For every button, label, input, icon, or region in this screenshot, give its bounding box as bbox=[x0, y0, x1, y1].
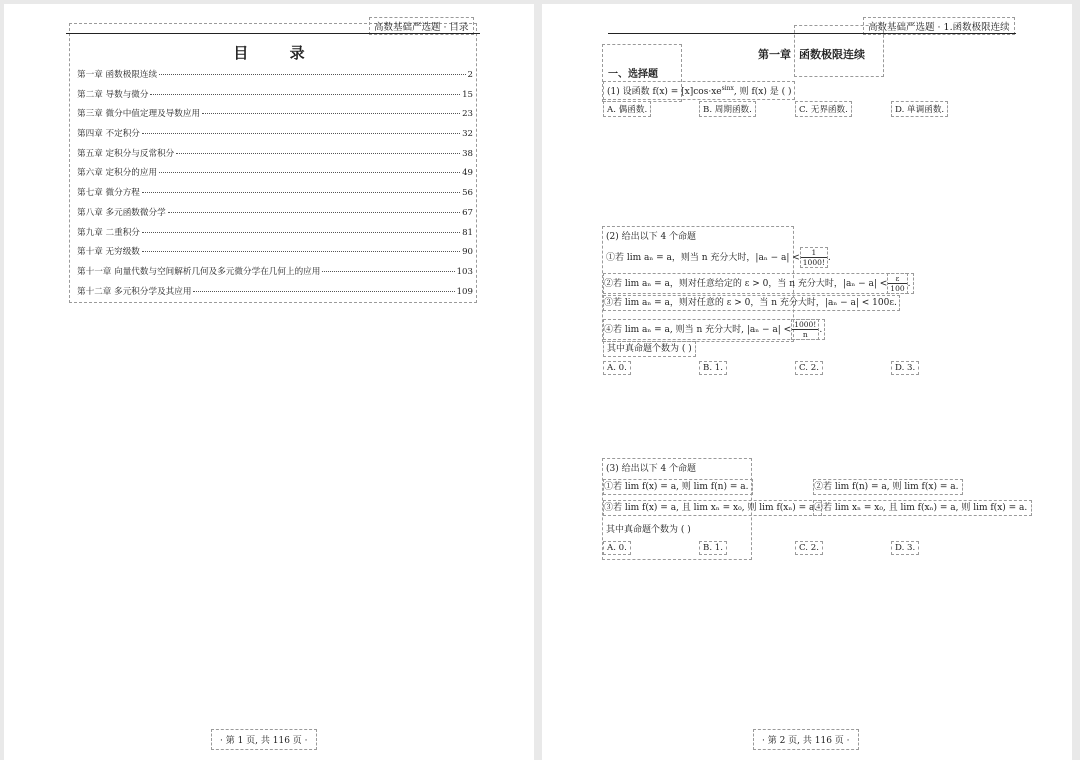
toc-entry-title: 第五章 定积分与反常积分 bbox=[77, 148, 175, 159]
toc-entry[interactable] bbox=[77, 186, 473, 206]
toc-entry-page: 23 bbox=[462, 109, 473, 120]
fraction: $\frac{1}{1000!}$ bbox=[802, 248, 825, 267]
q2-option-d: D. 3. bbox=[892, 362, 918, 374]
q2-proposition-2: ②若 lim aₙ = a，则对任意给定的 ε > 0，当 n 充分大时，|aₙ − a| < $\frac{\varepsilon}{100}$ . bbox=[604, 274, 911, 293]
toc-entry-page: 2 bbox=[467, 70, 473, 80]
toc-entry[interactable] bbox=[77, 107, 473, 127]
toc-entry-page: 109 bbox=[456, 286, 473, 297]
q3-option-b: B. 1. bbox=[700, 542, 726, 554]
q1-option-b: B. 周期函数. bbox=[700, 102, 755, 116]
toc-entry-page: 67 bbox=[462, 207, 473, 218]
toc-entry-title: 第十一章 向量代数与空间解析几何及多元微分学在几何上的应用 bbox=[77, 266, 321, 277]
toc-leader-dots bbox=[322, 271, 454, 272]
toc-entry[interactable] bbox=[77, 147, 473, 167]
toc-leader-dots bbox=[142, 192, 460, 193]
toc-leader-dots bbox=[168, 212, 460, 213]
toc-title: 目 录 bbox=[233, 44, 323, 62]
q3-stem: (3) 给出以下 4 个命题 bbox=[606, 464, 697, 474]
toc-entry-title: 第二章 导数与微分 bbox=[77, 89, 149, 100]
q2-option-a: A. 0. bbox=[604, 362, 630, 374]
q1-stem: (1) 设函数 $f(x) = [x]\cos\cdot xe^{sinx}$, 则 f(x) 是 ( ) bbox=[604, 82, 794, 99]
q3-question: 其中真命题个数为 ( ) bbox=[606, 525, 691, 535]
toc-leader-dots bbox=[142, 232, 460, 233]
page-footer: · 第 2 页, 共 116 页 · bbox=[754, 730, 858, 749]
toc-entry[interactable] bbox=[77, 127, 473, 147]
section-title: 一、选择题 bbox=[608, 69, 658, 80]
toc-leader-dots bbox=[142, 251, 460, 252]
toc-entry-title: 第一章 函数极限连续 bbox=[77, 70, 158, 80]
toc-entry[interactable] bbox=[77, 166, 473, 186]
chapter-title-frame bbox=[795, 26, 883, 76]
q3-option-d: D. 3. bbox=[892, 542, 918, 554]
toc-entry[interactable] bbox=[77, 68, 473, 88]
toc-entry-page: 15 bbox=[462, 89, 473, 100]
toc-leader-dots bbox=[150, 94, 460, 95]
q2-option-c: C. 2. bbox=[796, 362, 822, 374]
toc-entry-title: 第十章 无穷级数 bbox=[77, 247, 140, 258]
page-1 bbox=[4, 4, 534, 760]
toc-list bbox=[77, 68, 473, 304]
header-rule bbox=[66, 33, 480, 34]
chapter-name: 函数极限连续 bbox=[799, 48, 865, 61]
q3-proposition-1: ①若 lim f(x) = a, 则 lim f(n) = a. bbox=[604, 480, 752, 494]
toc-entry-page: 49 bbox=[462, 168, 473, 179]
page-header: 高数基础严选题 · 1.函数极限连续 bbox=[864, 18, 1014, 34]
toc-entry[interactable] bbox=[77, 226, 473, 246]
toc-entry[interactable] bbox=[77, 206, 473, 226]
q2-question: 其中真命题个数为 ( ) bbox=[604, 342, 695, 356]
toc-entry-page: 38 bbox=[462, 148, 473, 159]
toc-entry-page: 103 bbox=[456, 266, 473, 277]
q3-option-a: A. 0. bbox=[604, 542, 630, 554]
toc-entry-page: 32 bbox=[462, 129, 473, 140]
q3-option-c: C. 2. bbox=[796, 542, 822, 554]
toc-entry[interactable] bbox=[77, 88, 473, 108]
toc-leader-dots bbox=[193, 291, 454, 292]
toc-entry-page: 56 bbox=[462, 188, 473, 199]
chapter-number: 第一章 bbox=[758, 48, 791, 61]
toc-leader-dots bbox=[159, 172, 460, 173]
q2-option-b: B. 1. bbox=[700, 362, 726, 374]
q1-option-a: A. 偶函数. bbox=[604, 102, 650, 116]
q1-option-c: C. 无界函数. bbox=[796, 102, 851, 116]
toc-entry-page: 90 bbox=[462, 247, 473, 258]
toc-entry-title: 第四章 不定积分 bbox=[77, 129, 140, 140]
q2-proposition-4: ④若 lim aₙ = a, 则当 n 充分大时, |aₙ − a| < $\frac{1000!}{n}$ . bbox=[604, 320, 823, 339]
toc-leader-dots bbox=[142, 133, 460, 134]
toc-entry-title: 第七章 微分方程 bbox=[77, 188, 140, 199]
page-header: 高数基础严选题 · 目录 bbox=[370, 18, 473, 34]
toc-entry-title: 第六章 定积分的应用 bbox=[77, 168, 158, 179]
q3-proposition-4: ④若 lim xₙ = x₀, 且 lim f(xₙ) = a, 则 lim f(x) = a. bbox=[814, 501, 1031, 515]
q2-stem: (2) 给出以下 4 个命题 bbox=[606, 232, 697, 242]
toc-leader-dots bbox=[176, 153, 460, 154]
fraction: $\frac{\varepsilon}{100}$ bbox=[890, 274, 905, 293]
toc-leader-dots bbox=[202, 113, 460, 114]
toc-entry-title: 第九章 二重积分 bbox=[77, 227, 140, 238]
page-2 bbox=[542, 4, 1072, 760]
q3-proposition-2: ②若 lim f(n) = a, 则 lim f(x) = a. bbox=[814, 480, 962, 494]
toc-entry[interactable] bbox=[77, 245, 473, 265]
q2-proposition-3: ③若 lim aₙ = a，则对任意的 ε > 0，当 n 充分大时，|aₙ − a| < 100ε. bbox=[604, 298, 897, 308]
toc-leader-dots bbox=[159, 74, 465, 75]
toc-entry-title: 第三章 微分中值定理及导数应用 bbox=[77, 109, 201, 120]
toc-entry-title: 第八章 多元函数微分学 bbox=[77, 207, 166, 218]
toc-entry-title: 第十二章 多元积分学及其应用 bbox=[77, 286, 192, 297]
toc-entry-page: 81 bbox=[462, 227, 473, 238]
fraction: $\frac{1000!}{n}$ bbox=[794, 320, 817, 339]
toc-entry[interactable] bbox=[77, 265, 473, 285]
page-footer: · 第 1 页, 共 116 页 · bbox=[212, 730, 316, 749]
q3-proposition-3: ③若 lim f(x) = a, 且 lim xₙ = x₀, 则 lim f(xₙ) = a. bbox=[604, 501, 821, 515]
q2-proposition-1: ①若 lim aₙ = a，则当 n 充分大时，|aₙ − a| < $\frac{1}{1000!}$ . bbox=[606, 248, 831, 267]
q1-option-d: D. 单调函数. bbox=[892, 102, 947, 116]
toc-entry[interactable] bbox=[77, 285, 473, 305]
